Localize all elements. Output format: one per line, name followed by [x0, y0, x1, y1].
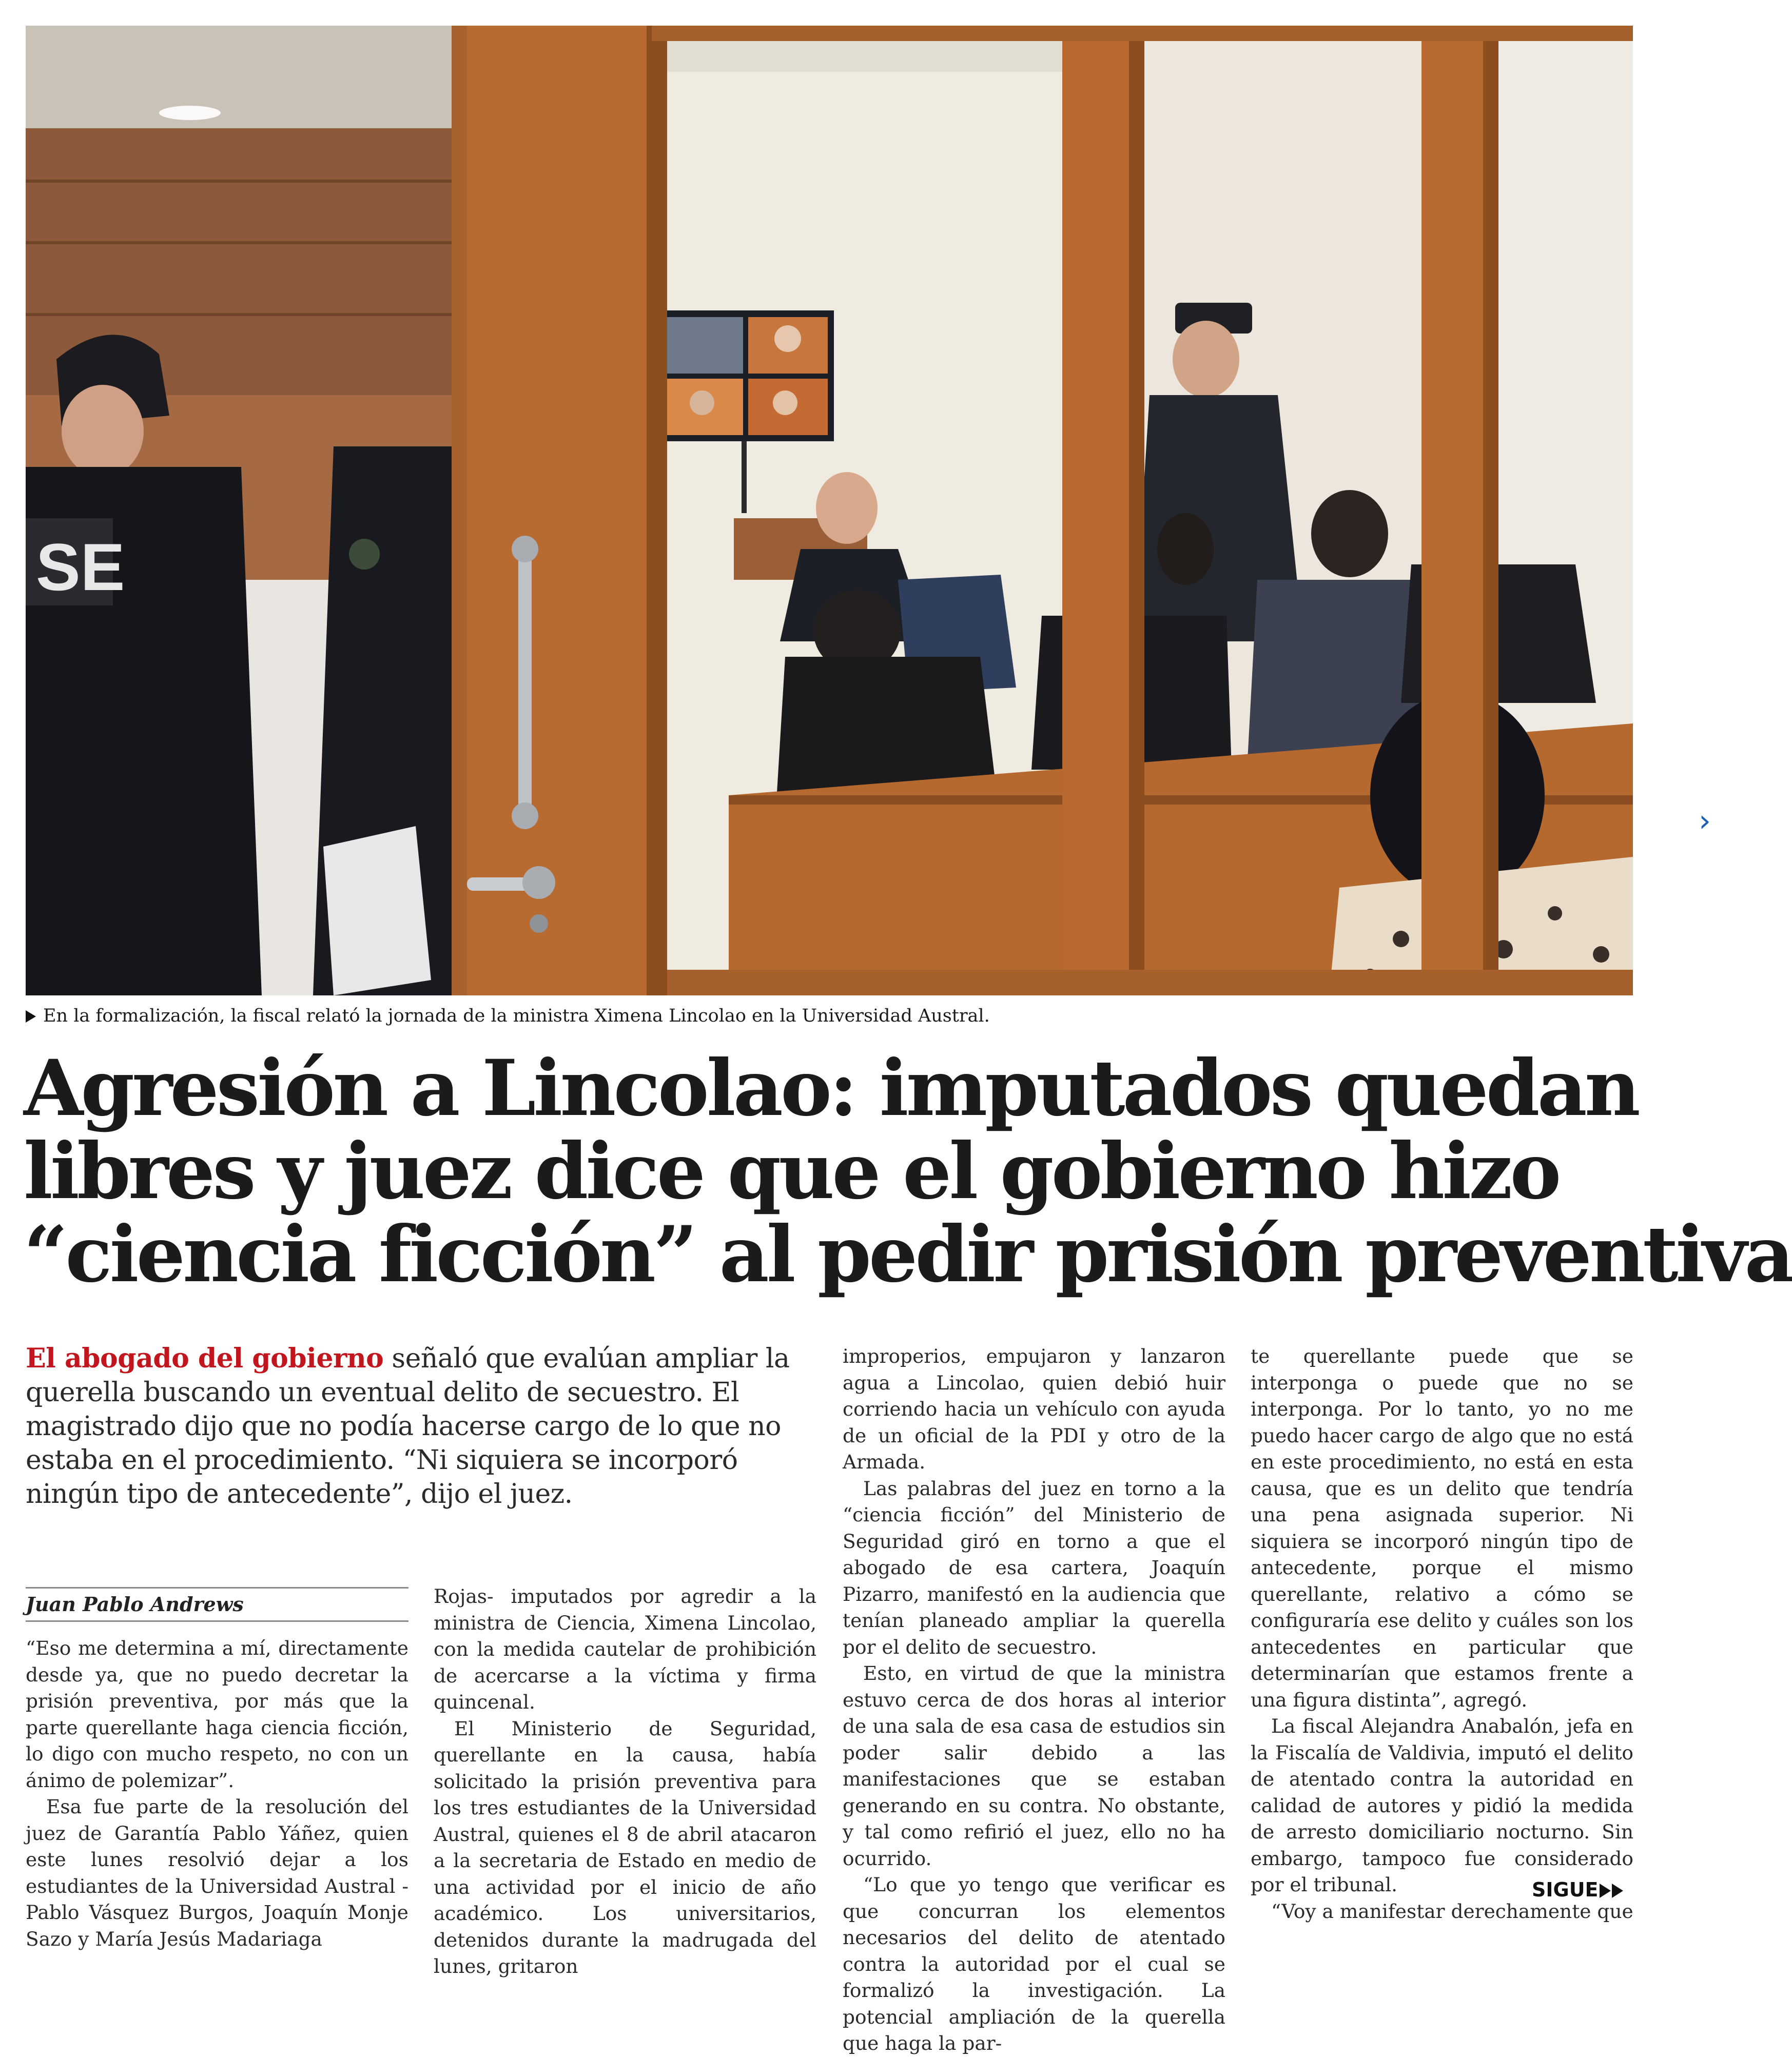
- paragraph: La fiscal Alejandra Anabalón, jefa en la Fiscalía de Valdivia, imputó el delito de atentado contra la autoridad en calidad de autores y pidió la medida de arresto domiciliario nocturno. Sin embargo, tampoco fue considerado por el tribunal.: [1251, 1715, 1633, 1896]
- headline-line-2: libres y juez dice que el gobierno hizo: [24, 1126, 1559, 1217]
- headline-line-3: “ciencia ficción” al pedir prisión preventiva: [24, 1209, 1792, 1300]
- photo-caption-text: En la formalización, la fiscal relató la jornada de la ministra Ximena Lincolao en la Universidad Austral.: [43, 1006, 990, 1026]
- continue-label: SIGUE: [1532, 1878, 1599, 1901]
- paragraph: Las palabras del juez en torno a la “ciencia ficción” del Ministerio de Seguridad giró en torno a que el abogado de esa cartera, Joaquín Pizarro, manifestó en la audiencia que tenían planeado ampliar la querella por el delito de secuestro.: [843, 1477, 1225, 1658]
- continue-marker: [1532, 1877, 1634, 1903]
- paragraph: Rojas- imputados por agredir a la ministra de Ciencia, Ximena Lincolao, con la medida cautelar de prohibición de acercarse a la víctima y firma quincenal.: [434, 1585, 816, 1713]
- photo-caption: [26, 1003, 1633, 1029]
- paragraph: “Voy a manifestar derechamente que: [1271, 1899, 1633, 1923]
- article-column-2: [434, 1583, 816, 1980]
- vest-lettering: SE: [36, 530, 125, 604]
- lede-summary: [26, 1342, 816, 1511]
- double-arrow-icon: [1612, 1884, 1623, 1898]
- chevron-right-icon[interactable]: ›: [1699, 803, 1711, 839]
- paragraph: “Lo que yo tengo que verificar es que concurran los elementos necesarios del delito de atentado contra la autoridad por el cual se formalizó la investigación. La potencial ampliación de la querella que haga la par-: [843, 1873, 1225, 2054]
- courtroom-illustration: [26, 26, 1633, 995]
- byline-rule-bottom: [26, 1620, 408, 1622]
- double-arrow-icon: [1600, 1884, 1611, 1898]
- headline: [24, 1043, 1792, 1300]
- article-column-1: [26, 1635, 408, 1952]
- paragraph: te querellante puede que se interponga o puede que no se interponga. Por lo tanto, yo no me puedo hacer cargo de algo que no está en este procedimiento, no está en esta causa, que es un delito que tendría una pena asignada superior. Ni siquiera se incorporó ningún tipo de antecedente, porque el mismo querellante, relativo a cómo se configuraría ese delito y cuáles son los antecedentes en particular que determinarían que estamos frente a una figura distinta”, agregó.: [1251, 1345, 1633, 1711]
- headline-line-1: Agresión a Lincolao: imputados quedan: [24, 1043, 1638, 1133]
- paragraph: “Eso me determina a mí, directamente desde ya, que no puedo decretar la prisión preventiva, por más que la parte querellante haga ciencia ficción, lo digo con mucho respeto, no con un ánimo de polemizar”.: [26, 1637, 408, 1792]
- article-column-3: [843, 1343, 1225, 2057]
- courtroom-photo: [26, 26, 1633, 995]
- paragraph: Esa fue parte de la resolución del juez de Garantía Pablo Yáñez, quien este lunes resolvió dejar a los estudiantes de la Universidad Austral -Pablo Vásquez Burgos, Joaquín Monje Sazo y María Jesús Madariaga: [26, 1795, 408, 1950]
- paragraph: improperios, empujaron y lanzaron agua a Lincolao, quien debió huir corriendo hacia un vehículo con ayuda de un oficial de la PDI y otro de la Armada.: [843, 1345, 1225, 1473]
- byline-rule-top: [26, 1587, 408, 1589]
- lede-lead-in: El abogado del gobierno: [26, 1343, 384, 1374]
- byline: Juan Pablo Andrews: [26, 1593, 244, 1616]
- paragraph: El Ministerio de Seguridad, querellante en la causa, había solicitado la prisión preventiva para los tres estudiantes de la Universidad Austral, quienes el 8 de abril atacaron a la secretaria de Estado en medio de una actividad por el inicio de año académico. Los universitarios, detenidos durante la madrugada del lunes, gritaron: [434, 1717, 816, 1977]
- paragraph: Esto, en virtud de que la ministra estuvo cerca de dos horas al interior de una sala de esa casa de estudios sin poder salir debido a las manifestaciones que se estaban generando en su contra. No obstante, y tal como refirió el juez, ello no ha ocurrido.: [843, 1662, 1225, 1870]
- lede-text: señaló que evalúan ampliar la querella buscando un eventual delito de secuestro. El magistrado dijo que no podía hacerse cargo de lo que no estaba en el procedimiento. “Ni siquiera se incorporó ningún tipo de antecedente”, dijo el juez.: [26, 1343, 790, 1510]
- right-triangle-icon: [26, 1010, 36, 1023]
- article-column-4: [1251, 1343, 1633, 1925]
